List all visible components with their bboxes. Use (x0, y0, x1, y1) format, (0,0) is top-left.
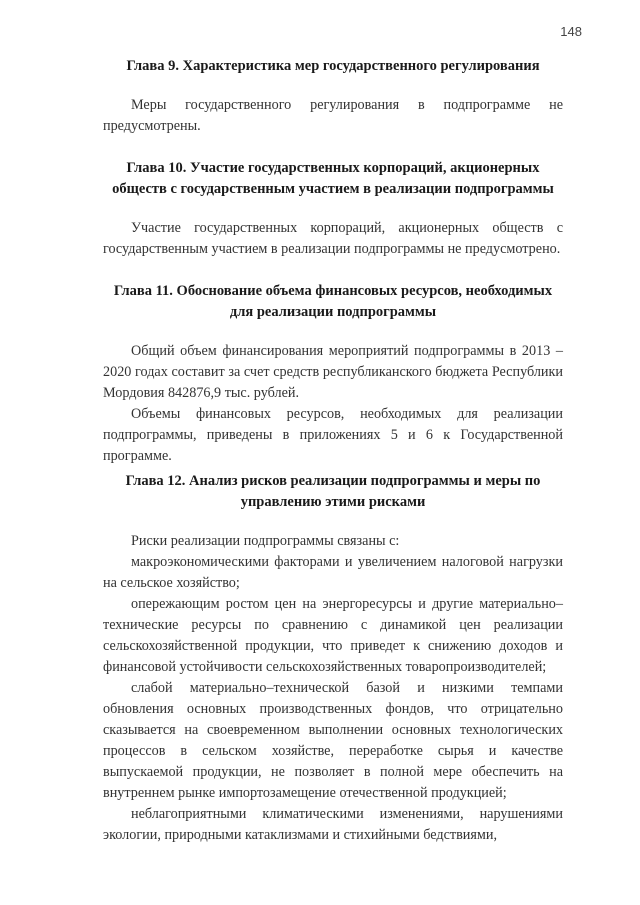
document-body (103, 56, 563, 846)
chapter-9-paragraph-1: Меры государственного регулирования в подпрограмме не предусмотрены. (103, 97, 563, 134)
chapter-9-heading: Глава 9. Характеристика мер государственного регулирования (126, 58, 540, 74)
chapter-11-paragraph-1: Общий объем финансирования мероприятий подпрограммы в 2013 – 2020 годах составит за счет средств республиканского бюджета Республики Мордовия 842876,9 тыс. рублей. (103, 343, 563, 401)
chapter-12-paragraph-5: неблагоприятными климатическими изменениями, нарушениями экологии, природными катаклизмами и стихийными бедствиями, (103, 806, 563, 843)
page-number: 148 (560, 24, 582, 39)
chapter-12-paragraph-1: Риски реализации подпрограммы связаны с: (131, 533, 400, 549)
chapter-11-paragraph-2: Объемы финансовых ресурсов, необходимых для реализации подпрограммы, приведены в приложениях 5 и 6 к Государственной программе. (103, 406, 563, 464)
chapter-11-heading: Глава 11. Обоснование объема финансовых ресурсов, необходимых для реализации подпрограммы (113, 283, 553, 320)
chapter-10-paragraph-1: Участие государственных корпораций, акционерных обществ с государственным участием в реализации подпрограммы не предусмотрено. (103, 220, 563, 257)
chapter-12-paragraph-3: опережающим ростом цен на энергоресурсы и другие материально–технические ресурсы по сравнению с динамикой цен реализации сельскохозяйственной продукции, что приведет к снижению доходов и финансовой устойчивости сельскохозяйственных товаропроизводителей; (103, 596, 563, 675)
chapter-12-paragraph-2: макроэкономическими факторами и увеличением налоговой нагрузки на сельское хозяйство; (103, 554, 563, 591)
chapter-12-heading: Глава 12. Анализ рисков реализации подпрограммы и меры по управлению этими рисками (125, 473, 541, 510)
chapter-10-heading: Глава 10. Участие государственных корпораций, акционерных обществ с государственным участием в реализации подпрограммы (112, 160, 554, 197)
chapter-12-paragraph-4: слабой материально–технической базой и низкими темпами обновления основных производственных фондов, что отрицательно сказывается на своевременном выполнении основных технологических процессов в сельском хозяйстве, переработке сырья и качестве выпускаемой продукции, не позволяет в полной мере обеспечить на внутреннем рынке импортозамещение отечественной продукцией; (103, 680, 563, 801)
